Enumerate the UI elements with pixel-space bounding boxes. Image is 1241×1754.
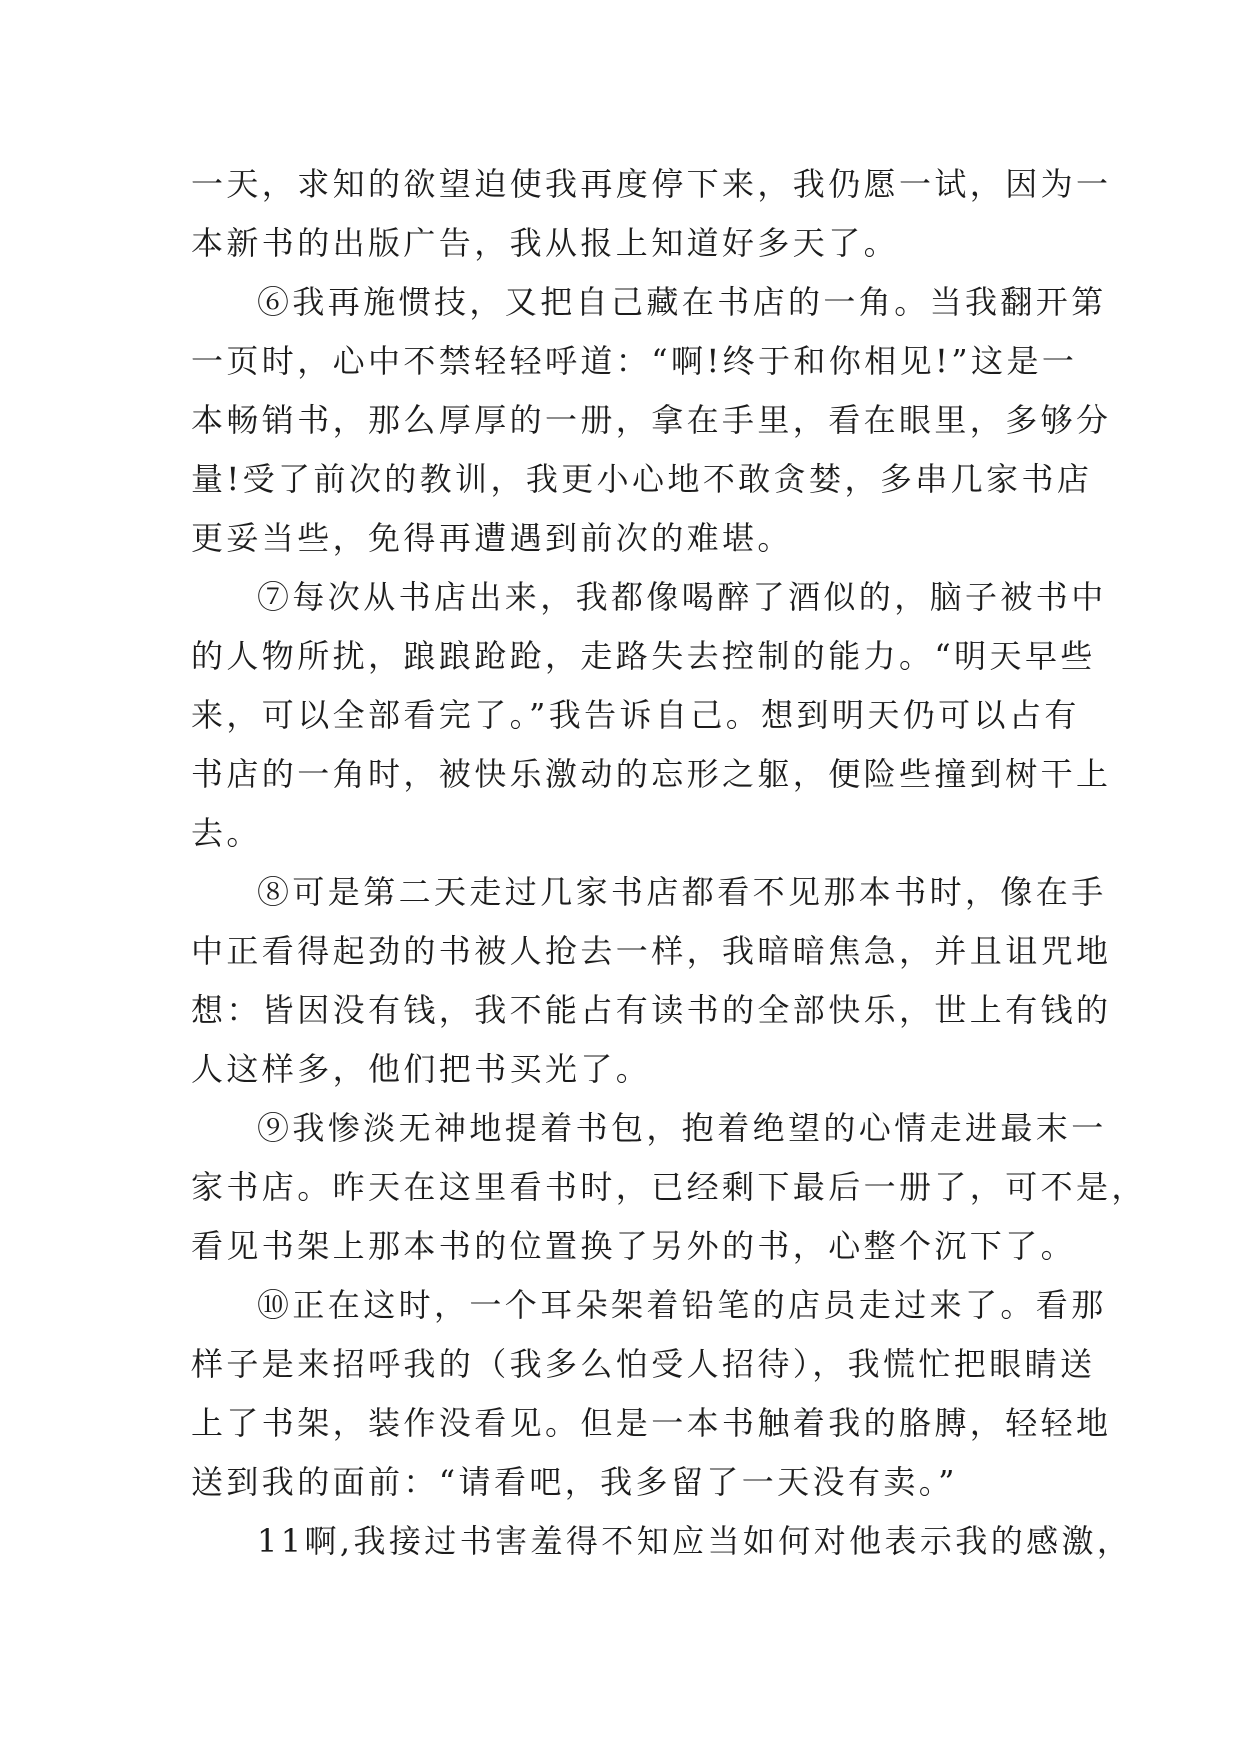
paragraph-first-line: ⑨我惨淡无神地提着书包，抱着绝望的心情走进最末一 <box>257 1109 1107 1147</box>
text-line: 本新书的出版广告，我从报上知道好多天了。 <box>191 224 900 262</box>
text-line: 样子是来招呼我的（我多么怕受人招待），我慌忙把眼睛送 <box>191 1345 1096 1383</box>
text-line: 一天，求知的欲望迫使我再度停下来，我仍愿一试，因为一 <box>191 165 1112 203</box>
text-line: 一页时，心中不禁轻轻呼道：“啊!终于和你相见!”这是一 <box>191 342 1078 380</box>
paragraph-first-line: ⑧可是第二天走过几家书店都看不见那本书时，像在手 <box>257 873 1107 911</box>
text-line: 想：皆因没有钱，我不能占有读书的全部快乐，世上有钱的 <box>191 991 1112 1029</box>
paragraph-first-line: ⑦每次从书店出来，我都像喝醉了酒似的，脑子被书中 <box>257 578 1107 616</box>
text-line: 看见书架上那本书的位置换了另外的书，心整个沉下了。 <box>191 1227 1077 1265</box>
text-line: 更妥当些，免得再遭遇到前次的难堪。 <box>191 519 793 557</box>
text-line: 家书店。昨天在这里看书时，已经剩下最后一册了，可不是， <box>191 1168 1147 1206</box>
text-line: 上了书架，装作没看见。但是一本书触着我的胳膊，轻轻地 <box>191 1404 1112 1442</box>
body-text <box>191 155 1147 1571</box>
text-line: 本畅销书，那么厚厚的一册，拿在手里，看在眼里，多够分 <box>191 401 1112 439</box>
text-line: 送到我的面前：“请看吧，我多留了一天没有卖。” <box>191 1463 958 1501</box>
text-line: 来，可以全部看完了。”我告诉自己。想到明天仍可以占有 <box>191 696 1080 734</box>
text-line: 人这样多，他们把书买光了。 <box>191 1050 652 1088</box>
text-line: 去。 <box>191 814 262 852</box>
paragraph-first-line: ⑥我再施惯技，又把自己藏在书店的一角。当我翻开第 <box>257 283 1107 321</box>
text-line: 的人物所扰，踉踉跄跄，走路失去控制的能力。“明天早些 <box>191 637 1096 675</box>
text-line: 量!受了前次的教训，我更小心地不敢贪婪，多串几家书店 <box>191 460 1093 498</box>
paragraph-first-line: 11啊,我接过书害羞得不知应当如何对他表示我的感激， <box>257 1522 1133 1560</box>
text-line: 中正看得起劲的书被人抢去一样，我暗暗焦急，并且诅咒地 <box>191 932 1112 970</box>
text-line: 书店的一角时，被快乐激动的忘形之躯，便险些撞到树干上 <box>191 755 1112 793</box>
paragraph-first-line: ⑩正在这时，一个耳朵架着铅笔的店员走过来了。看那 <box>257 1286 1107 1324</box>
